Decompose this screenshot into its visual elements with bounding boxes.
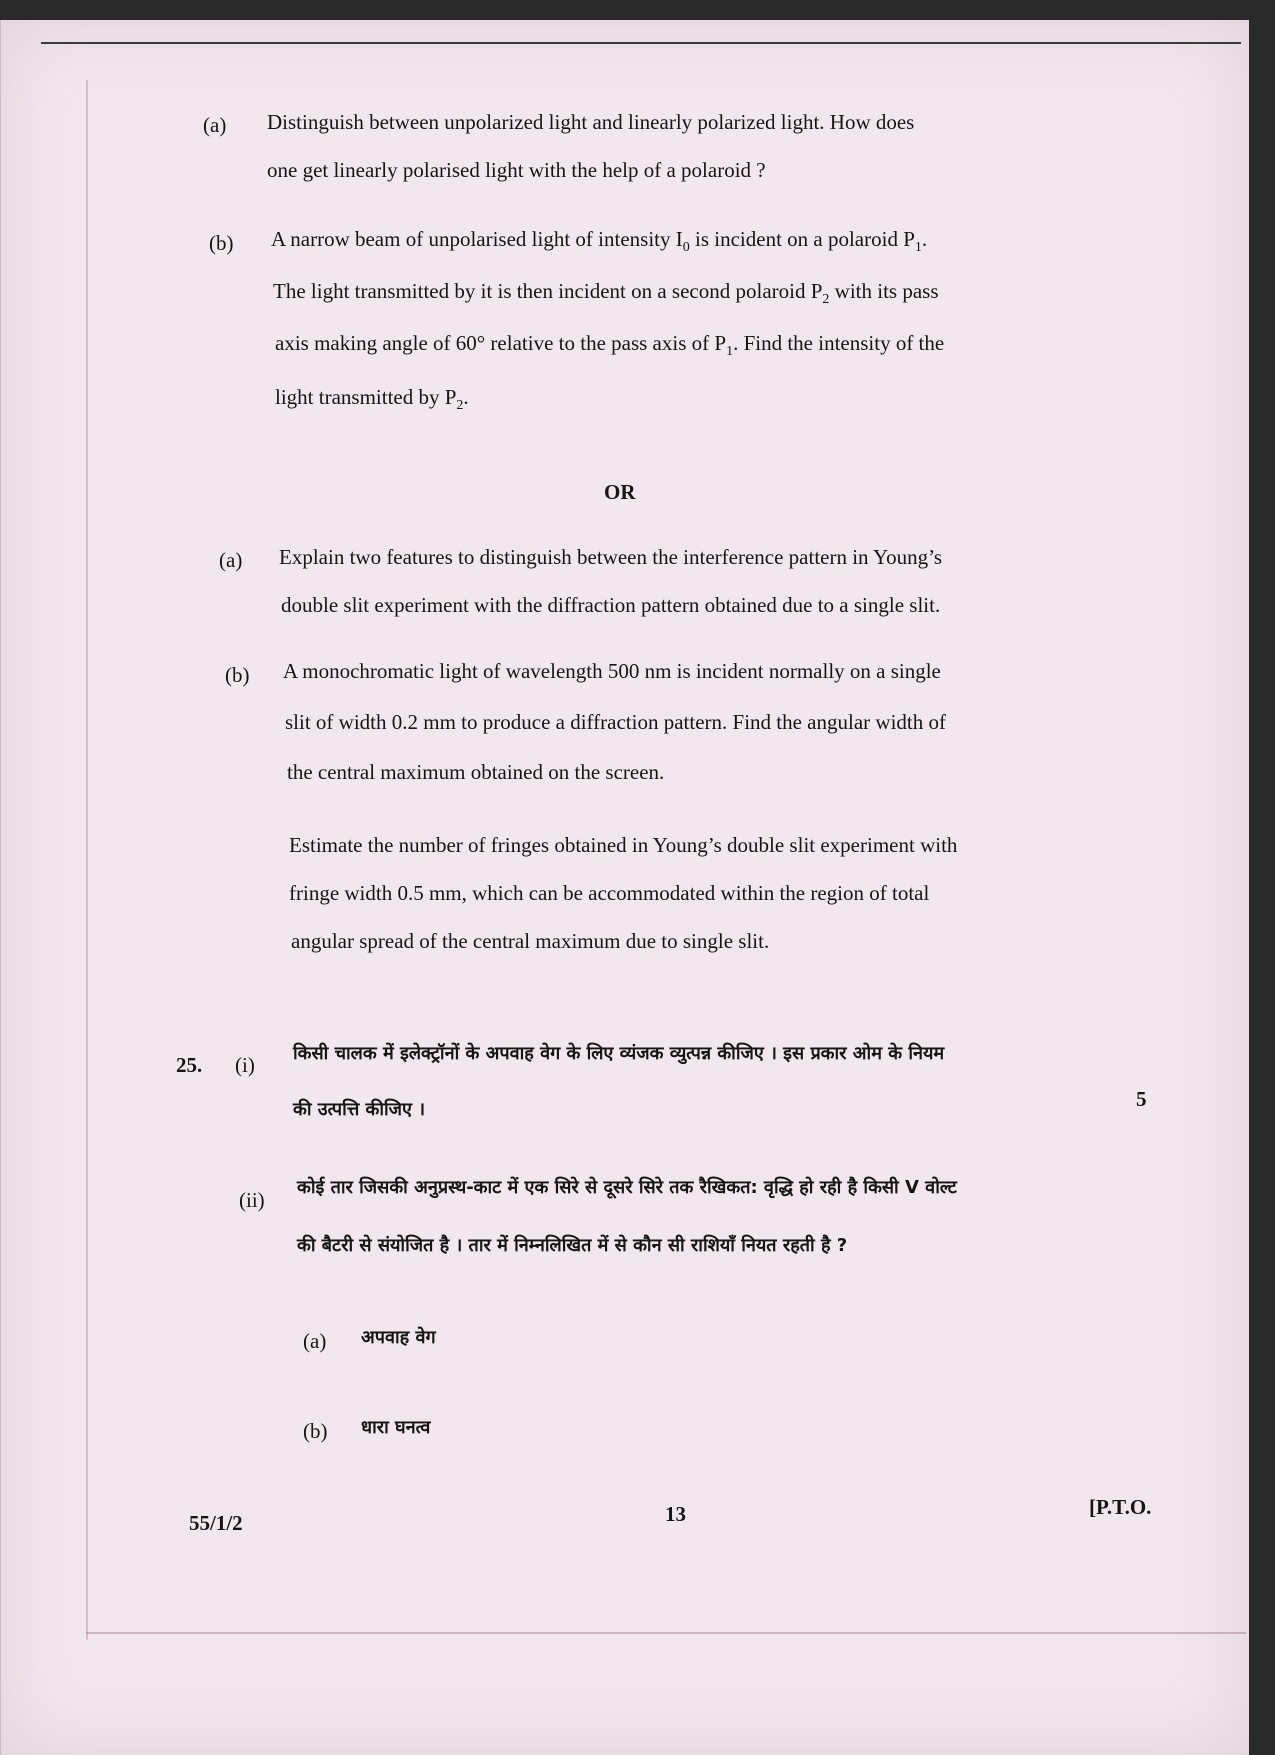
q25-part-i-line2: की उत्पत्ति कीजिए । — [293, 1099, 426, 1120]
q24-alt-a-line2: double slit experiment with the diffraction pattern obtained due to a single slit. — [281, 593, 941, 617]
please-turn-over: [P.T.O. — [1089, 1495, 1152, 1519]
q25-part-ii-label: (ii) — [239, 1188, 265, 1212]
q25-option-b: धारा घनत्व — [361, 1417, 431, 1438]
q24-part-b-label: (b) — [209, 231, 234, 255]
paper-code: 55/1/2 — [189, 1511, 243, 1535]
q25-option-a: अपवाह वेग — [361, 1327, 436, 1348]
text-run: axis making angle of 60° relative to the pass axis of P — [275, 331, 727, 355]
q24-alt-b-line1: A monochromatic light of wavelength 500 nm is incident normally on a single — [283, 659, 941, 683]
q25-marks: 5 — [1136, 1087, 1147, 1111]
text-run: . — [463, 385, 469, 409]
text-run: The light transmitted by it is then incident on a second polaroid P — [273, 279, 823, 303]
top-rule — [41, 42, 1241, 44]
q25-number: 25. — [176, 1053, 203, 1077]
left-fold-line — [86, 80, 88, 1640]
text-run: A narrow beam of unpolarised light of intensity I — [271, 227, 683, 251]
q25-option-b-label: (b) — [303, 1419, 328, 1443]
q24-part-a-line1: Distinguish between unpolarized light and linearly polarized light. How does — [267, 110, 915, 134]
q24-part-b-line3 — [275, 318, 944, 377]
subscript: 0 — [682, 240, 690, 256]
subscript: 1 — [914, 240, 922, 256]
q24-part-b-line2 — [273, 266, 939, 325]
q25-part-i-label: (i) — [235, 1053, 255, 1077]
or-divider: OR — [604, 480, 636, 504]
text-run: with its pass — [829, 279, 939, 303]
q24-alt-b-para2-line3: angular spread of the central maximum due to single slit. — [291, 929, 770, 953]
subscript: 2 — [822, 292, 830, 308]
q24-part-b-line4 — [275, 372, 469, 431]
text-run: light transmitted by P — [275, 385, 457, 409]
text-run: is incident on a polaroid P — [689, 227, 915, 251]
q25-option-a-label: (a) — [303, 1329, 327, 1353]
q24-alt-b-label: (b) — [225, 663, 250, 687]
subscript: 2 — [456, 398, 464, 414]
subscript: 1 — [726, 344, 734, 360]
page-number: 13 — [665, 1502, 686, 1526]
text-run: . Find the intensity of the — [733, 331, 945, 355]
q24-part-b-line1 — [271, 214, 927, 273]
q25-part-ii-line1: कोई तार जिसकी अनुप्रस्थ-काट में एक सिरे से दूसरे सिरे तक रैखिकत: वृद्धि हो रही है किसी V वोल्ट — [297, 1177, 957, 1198]
text-run: . — [921, 227, 928, 251]
q25-part-ii-line2: की बैटरी से संयोजित है । तार में निम्नलिखित में से कौन सी राशियाँ नियत रहती है ? — [297, 1235, 848, 1256]
q24-alt-b-line3: the central maximum obtained on the screen. — [287, 760, 665, 784]
exam-page — [0, 20, 1249, 1755]
q25-part-i-line1: किसी चालक में इलेक्ट्रॉनों के अपवाह वेग के लिए व्यंजक व्युत्पन्न कीजिए । इस प्रकार ओम के नियम — [293, 1043, 945, 1064]
q24-part-a-line2: one get linearly polarised light with the help of a polaroid ? — [267, 158, 766, 182]
q24-alt-a-label: (a) — [219, 548, 243, 572]
q24-alt-a-line1: Explain two features to distinguish between the interference pattern in Young’s — [279, 545, 943, 569]
q24-part-a-label: (a) — [203, 113, 227, 137]
bottom-fold-line — [86, 1632, 1246, 1634]
q24-alt-b-para2-line2: fringe width 0.5 mm, which can be accommodated within the region of total — [289, 881, 930, 905]
q24-alt-b-para2-line1: Estimate the number of fringes obtained in Young’s double slit experiment with — [289, 833, 958, 857]
q24-alt-b-line2: slit of width 0.2 mm to produce a diffraction pattern. Find the angular width of — [285, 710, 946, 734]
